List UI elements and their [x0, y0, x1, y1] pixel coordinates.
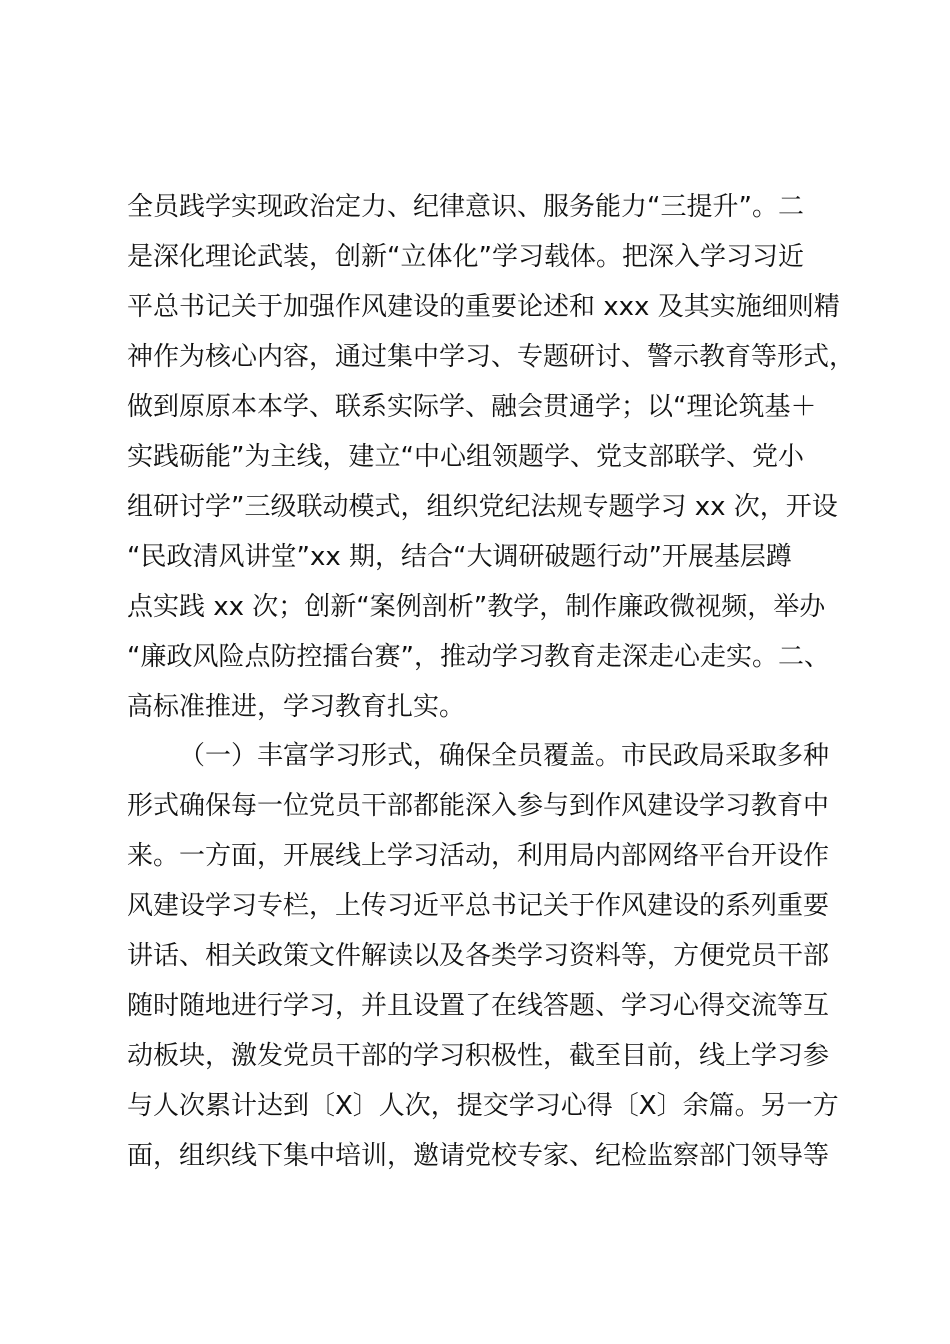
- body-text-line: 高标准推进，学习教育扎实。: [127, 692, 466, 722]
- body-text-line: 面，组织线下集中培训，邀请党校专家、纪检监察部门领导等: [127, 1141, 830, 1171]
- body-text-line: 做到原原本本学、联系实际学、融会贯通学；以“理论筑基＋: [127, 392, 817, 422]
- paragraph-first-line: （一）丰富学习形式，确保全员覆盖。市民政局采取多种: [179, 741, 830, 771]
- body-text-line: 随时随地进行学习，并且设置了在线答题、学习心得交流等互: [127, 991, 830, 1021]
- body-text-line: 风建设学习专栏，上传习近平总书记关于作风建设的系列重要: [127, 891, 830, 921]
- body-text-line: “廉政风险点防控擂台赛”，推动学习教育走深走心走实。二、: [127, 642, 830, 672]
- body-text-line: 全员践学实现政治定力、纪律意识、服务能力“三提升”。二: [127, 192, 804, 222]
- body-text-line: 形式确保每一位党员干部都能深入参与到作风建设学习教育中: [127, 791, 830, 821]
- body-text-line: 平总书记关于加强作风建设的重要论述和 xxx 及其实施细则精: [127, 292, 840, 322]
- body-text-line: 神作为核心内容，通过集中学习、专题研讨、警示教育等形式，: [127, 342, 856, 372]
- body-text-line: “民政清风讲堂”xx 期，结合“大调研破题行动”开展基层蹲: [127, 542, 792, 572]
- body-text-line: 是深化理论武装，创新“立体化”学习载体。把深入学习习近: [127, 242, 804, 272]
- body-text-line: 组研讨学”三级联动模式，组织党纪法规专题学习 xx 次，开设: [127, 492, 838, 522]
- body-text-line: 动板块，激发党员干部的学习积极性，截至目前，线上学习参: [127, 1041, 830, 1071]
- body-text-line: 讲话、相关政策文件解读以及各类学习资料等，方便党员干部: [127, 941, 830, 971]
- body-text-line: 点实践 xx 次；创新“案例剖析”教学，制作廉政微视频，举办: [127, 592, 826, 622]
- body-text-line: 与人次累计达到〔X〕人次，提交学习心得〔X〕余篇。另一方: [127, 1091, 839, 1121]
- body-text-line: 来。一方面，开展线上学习活动，利用局内部网络平台开设作: [127, 841, 830, 871]
- body-text-line: 实践砺能”为主线，建立“中心组领题学、党支部联学、党小: [127, 442, 804, 472]
